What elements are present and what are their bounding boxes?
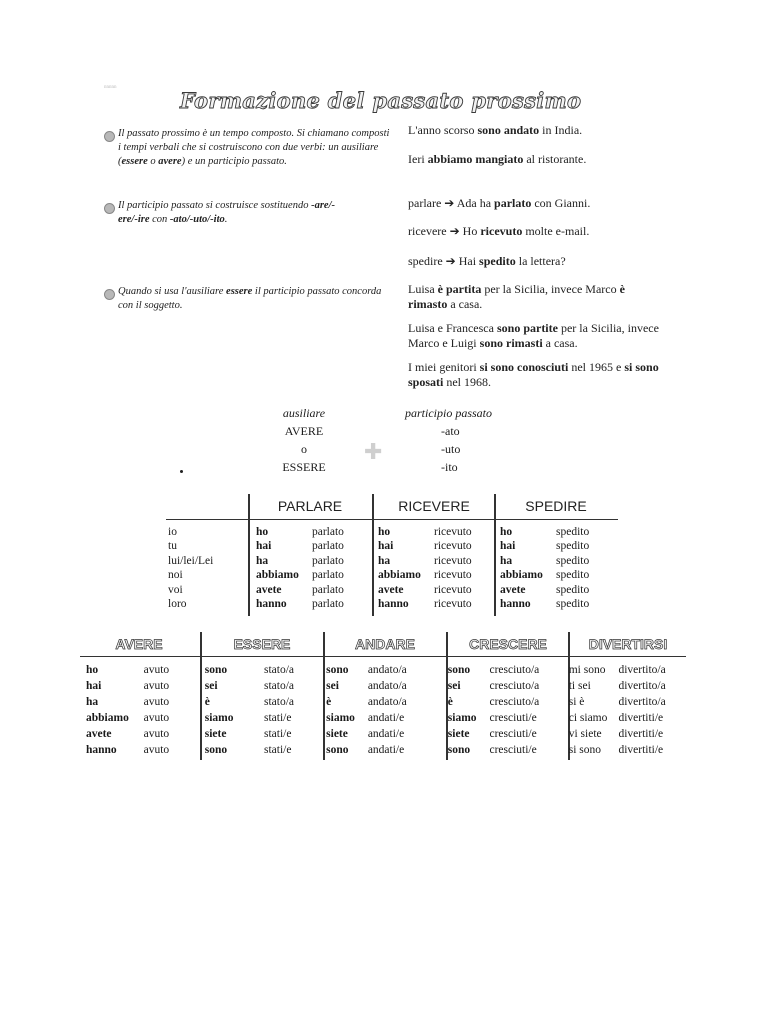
- participle-cell: andati/e: [367, 728, 405, 740]
- bullet-icon: [104, 289, 115, 300]
- participle-cell: avuto: [143, 664, 170, 676]
- participle-cell: ti sei: [568, 680, 591, 692]
- auxiliary-cell: ha: [86, 696, 99, 708]
- auxiliary-cell: hanno: [86, 744, 117, 756]
- table2-row: [86, 726, 686, 742]
- table2-row: [86, 694, 686, 710]
- desinenza-ato: -ato: [441, 424, 460, 438]
- table2-header-rule: [80, 656, 686, 657]
- participle-cell: stato/a: [263, 680, 294, 692]
- conjugation-table-regular: [166, 494, 618, 616]
- participle-cell: andato/a: [367, 696, 407, 708]
- example-3-1: Luisa è partita per la Sicilia, invece Marco è rimasto a casa.: [408, 282, 625, 311]
- auxiliary-cell: abbiamo: [86, 712, 129, 724]
- auxiliary-cell: sono: [326, 744, 349, 756]
- ausiliare-avere: AVERE: [284, 424, 324, 438]
- participle-cell: cresciuti/e: [489, 744, 537, 756]
- participle-cell: ricevuto: [434, 540, 472, 553]
- participle-cell: vi siete: [568, 728, 602, 740]
- example-1-2: Ieri abbiamo mangiato al ristorante.: [408, 152, 587, 166]
- auxiliary-cell: è: [204, 696, 210, 708]
- participle-cell: avuto: [143, 680, 170, 692]
- participle-cell: andato/a: [367, 680, 407, 692]
- table2-header-avere: AVERE: [115, 636, 163, 652]
- auxiliary-cell: abbiamo: [256, 569, 299, 582]
- auxiliary-cell: ho: [500, 526, 513, 538]
- table2-row: [86, 678, 686, 694]
- auxiliary-cell: avete: [86, 728, 112, 740]
- participle-cell: andati/e: [367, 744, 405, 756]
- table1-row: [168, 583, 616, 597]
- participle-cell: cresciuto/a: [489, 664, 540, 676]
- participle-cell: cresciuto/a: [489, 696, 540, 708]
- conjugation-table-irregular: [80, 632, 686, 760]
- page-title: Formazione del passato prossimo: [180, 88, 582, 113]
- participle-cell: ci siamo: [568, 712, 608, 724]
- participle-cell: stati/e: [263, 744, 292, 756]
- participle-cell: parlato: [312, 540, 344, 553]
- table1-body: [168, 525, 616, 611]
- participle-cell: andati/e: [367, 712, 405, 724]
- table1-header-rule: [166, 519, 618, 520]
- auxiliary-cell: siete: [204, 728, 227, 740]
- table2-header-andare: ANDARE: [355, 636, 415, 652]
- table1-row: [168, 554, 616, 568]
- pronoun-cell: noi: [168, 569, 183, 582]
- rule-text-1: Il passato prossimo è un tempo composto. Si chiamano composti i tempi verbali che si costruiscono con due verbi: un ausiliare (essere o avere) e un participio passato.: [118, 128, 390, 167]
- participle-cell: parlato: [312, 583, 344, 596]
- table1-header-ricevere: RICEVERE: [398, 498, 470, 514]
- auxiliary-cell: siamo: [204, 712, 234, 724]
- example-2-2: ricevere ➔ Ho ricevuto molte e-mail.: [408, 224, 590, 238]
- table1-row: [168, 525, 616, 539]
- participle-cell: divertito/a: [618, 664, 666, 676]
- participle-cell: avuto: [143, 696, 170, 708]
- ausiliare-o: o: [301, 442, 307, 456]
- ausiliare-label: ausiliare: [282, 406, 326, 420]
- participle-cell: avuto: [143, 712, 170, 724]
- participle-cell: spedito: [556, 554, 590, 567]
- pronoun-cell: io: [168, 526, 177, 538]
- table2-row: [86, 710, 686, 726]
- participle-cell: spedito: [556, 526, 590, 538]
- auxiliary-cell: siamo: [447, 712, 477, 724]
- participle-cell: andato/a: [367, 664, 407, 676]
- participle-cell: avuto: [143, 744, 170, 756]
- auxiliary-cell: abbiamo: [500, 569, 543, 582]
- table2-row: [86, 742, 686, 758]
- auxiliary-cell: hai: [86, 680, 102, 692]
- auxiliary-cell: sei: [447, 680, 461, 692]
- table1-row: [168, 597, 616, 611]
- participle-cell: stati/e: [263, 712, 292, 724]
- auxiliary-cell: avete: [500, 583, 526, 596]
- table1-row: [168, 539, 616, 553]
- participle-cell: spedito: [556, 598, 590, 611]
- ausiliare-column: [264, 404, 344, 476]
- participle-cell: ricevuto: [434, 583, 472, 596]
- participle-cell: spedito: [556, 569, 590, 582]
- participle-cell: avuto: [143, 728, 170, 740]
- participle-cell: ricevuto: [434, 526, 472, 538]
- participle-cell: cresciuti/e: [489, 712, 537, 724]
- auxiliary-cell: abbiamo: [378, 569, 421, 582]
- participle-cell: cresciuto/a: [489, 680, 540, 692]
- table1-row: [168, 568, 616, 582]
- dot-mark: [180, 470, 183, 473]
- participle-cell: si sono: [568, 744, 602, 756]
- participle-cell: divertito/a: [618, 680, 666, 692]
- auxiliary-cell: ha: [378, 554, 391, 567]
- participle-cell: ricevuto: [434, 598, 472, 611]
- auxiliary-cell: hai: [500, 540, 516, 553]
- participle-cell: stati/e: [263, 728, 292, 740]
- participle-cell: mi sono: [568, 664, 606, 676]
- desinenza-ito: -ito: [441, 460, 458, 474]
- auxiliary-cell: avete: [256, 583, 282, 596]
- auxiliary-cell: sei: [204, 680, 218, 692]
- bullet-icon: [104, 203, 115, 214]
- bullet-icon: [104, 131, 115, 142]
- auxiliary-cell: ha: [256, 554, 269, 567]
- auxiliary-cell: hanno: [500, 598, 531, 611]
- participle-cell: spedito: [556, 540, 590, 553]
- participle-cell: parlato: [312, 554, 344, 567]
- example-3-3: I miei genitori si sono conosciuti nel 1965 e si sono sposati nel 1968.: [408, 360, 659, 389]
- pronoun-cell: tu: [168, 540, 177, 553]
- corner-mark: nnnnn: [104, 85, 117, 90]
- participio-label: participio passato: [405, 406, 493, 420]
- auxiliary-cell: siete: [326, 728, 348, 740]
- table1-header-spedire: SPEDIRE: [525, 498, 587, 514]
- auxiliary-cell: hanno: [256, 598, 287, 611]
- auxiliary-cell: ha: [500, 554, 513, 567]
- rule-text-2: Il participio passato si costruisce sostituendo -are/-ere/-ire con -ato/-uto/-ito.: [118, 200, 336, 225]
- auxiliary-cell: hai: [256, 540, 272, 553]
- auxiliary-cell: sei: [326, 680, 339, 692]
- table2-header-divertirsi: DIVERTIRSI: [588, 636, 668, 652]
- auxiliary-cell: sono: [447, 744, 471, 756]
- desinenza-uto: -uto: [441, 442, 461, 456]
- ausiliare-essere: ESSERE: [282, 460, 326, 474]
- table2-row: [86, 662, 686, 678]
- auxiliary-cell: avete: [378, 583, 404, 596]
- auxiliary-cell: hai: [378, 540, 394, 553]
- pronoun-cell: lui/lei/Lei: [168, 554, 214, 567]
- auxiliary-cell: ho: [86, 664, 99, 676]
- participle-cell: ricevuto: [434, 569, 472, 582]
- participle-cell: si è: [568, 696, 585, 708]
- plus-icon: ✚: [364, 440, 383, 465]
- auxiliary-cell: sono: [447, 664, 471, 676]
- auxiliary-cell: sono: [204, 664, 228, 676]
- auxiliary-cell: sono: [326, 664, 349, 676]
- participle-cell: divertiti/e: [618, 712, 664, 724]
- table1-header-parlare: PARLARE: [277, 498, 343, 514]
- table2-header-essere: ESSERE: [233, 636, 291, 652]
- participle-cell: parlato: [312, 569, 344, 582]
- pronoun-cell: voi: [168, 583, 183, 596]
- rule-text-3: Quando si usa l'ausiliare essere il participio passato concorda con il soggetto.: [118, 286, 382, 311]
- table2-body: [86, 662, 686, 758]
- auxiliary-cell: hanno: [378, 598, 409, 611]
- participle-cell: divertiti/e: [618, 728, 664, 740]
- participle-cell: stato/a: [263, 664, 294, 676]
- auxiliary-cell: siamo: [326, 712, 355, 724]
- participle-cell: divertito/a: [618, 696, 666, 708]
- participle-cell: stato/a: [263, 696, 294, 708]
- auxiliary-cell: siete: [447, 728, 470, 740]
- participle-cell: divertiti/e: [618, 744, 664, 756]
- example-3-2: Luisa e Francesca sono partite per la Sicilia, invece Marco e Luigi sono rimasti a casa.: [408, 321, 659, 350]
- auxiliary-cell: ho: [378, 526, 391, 538]
- pronoun-cell: loro: [168, 598, 187, 611]
- table2-header-crescere: CRESCERE: [469, 636, 547, 652]
- participle-cell: ricevuto: [434, 554, 472, 567]
- auxiliary-cell: sono: [204, 744, 228, 756]
- participle-cell: spedito: [556, 583, 590, 596]
- participio-column: [405, 404, 505, 476]
- participle-cell: cresciuti/e: [489, 728, 537, 740]
- auxiliary-cell: è: [447, 696, 453, 708]
- example-2-1: parlare ➔ Ada ha parlato con Gianni.: [408, 196, 591, 210]
- example-1-1: L'anno scorso sono andato in India.: [408, 123, 583, 137]
- participle-cell: parlato: [312, 598, 344, 611]
- auxiliary-cell: ho: [256, 526, 269, 538]
- auxiliary-cell: è: [326, 696, 332, 708]
- example-2-3: spedire ➔ Hai spedito la lettera?: [408, 254, 566, 268]
- participle-cell: parlato: [312, 526, 344, 538]
